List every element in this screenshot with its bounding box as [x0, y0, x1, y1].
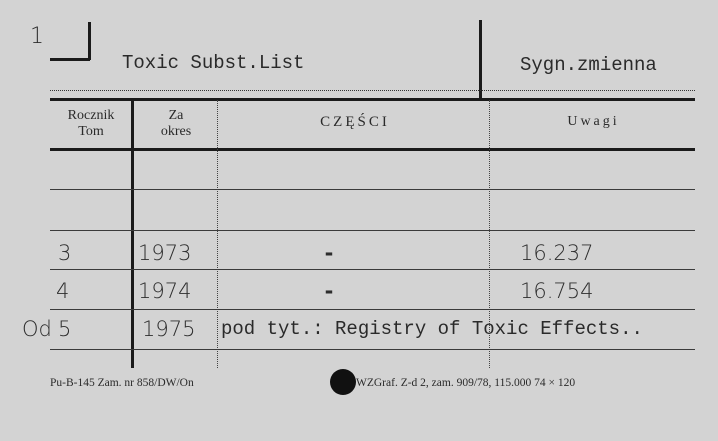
header-bottom-rule: [50, 148, 695, 151]
footer-left: Pu-B-145 Zam. nr 858/DW/On: [50, 377, 194, 389]
column-line-tom: [131, 100, 134, 368]
row-rule-1: [50, 189, 695, 190]
header-za-okres: [135, 108, 217, 140]
row-rule-5: [50, 349, 695, 350]
row-5-prefix: Od: [22, 317, 52, 341]
table-top-rule: [50, 98, 695, 101]
corner-bracket-vertical: [88, 22, 91, 60]
row-5-tom: 5: [58, 317, 72, 341]
row-4-uwagi: 16.754: [520, 279, 594, 303]
corner-bracket-horizontal: [50, 58, 90, 61]
row-rule-2: [50, 230, 695, 231]
row-3-tom: 3: [58, 241, 72, 265]
header-okres: okres: [160, 124, 192, 139]
punch-hole: [330, 369, 356, 395]
signature-divider: [479, 20, 482, 98]
header-rocznik: Rocznik: [67, 108, 115, 123]
row-3-uwagi: 16.237: [520, 241, 594, 265]
header-rocznik-tom: [50, 108, 132, 140]
row-5-okres: 1975: [142, 317, 196, 341]
column-line-okres: [217, 100, 218, 368]
header-uwagi: Uwagi: [567, 114, 620, 129]
row-5-czesci: pod tyt.: Registry of Toxic Effects..: [221, 318, 643, 340]
card-title: Toxic Subst.List: [122, 52, 305, 74]
header-za: Za: [168, 108, 184, 123]
row-rule-3: [50, 269, 695, 270]
row-rule-4: [50, 309, 695, 310]
header-tom: Tom: [78, 124, 104, 139]
header-czesci: CZĘŚCI: [320, 114, 390, 130]
row-3-czesci: -: [324, 241, 334, 265]
row-3-okres: 1973: [138, 241, 192, 265]
row-4-czesci: -: [324, 279, 334, 303]
title-dotted-rule: [50, 90, 695, 91]
row-4-tom: 4: [56, 279, 70, 303]
footer-right: WZGraf. Z-d 2, zam. 909/78, 115.000 74 × 120: [356, 377, 576, 389]
index-number: 1: [30, 24, 44, 49]
signature-label: Sygn.zmienna: [520, 54, 657, 76]
row-4-okres: 1974: [138, 279, 192, 303]
